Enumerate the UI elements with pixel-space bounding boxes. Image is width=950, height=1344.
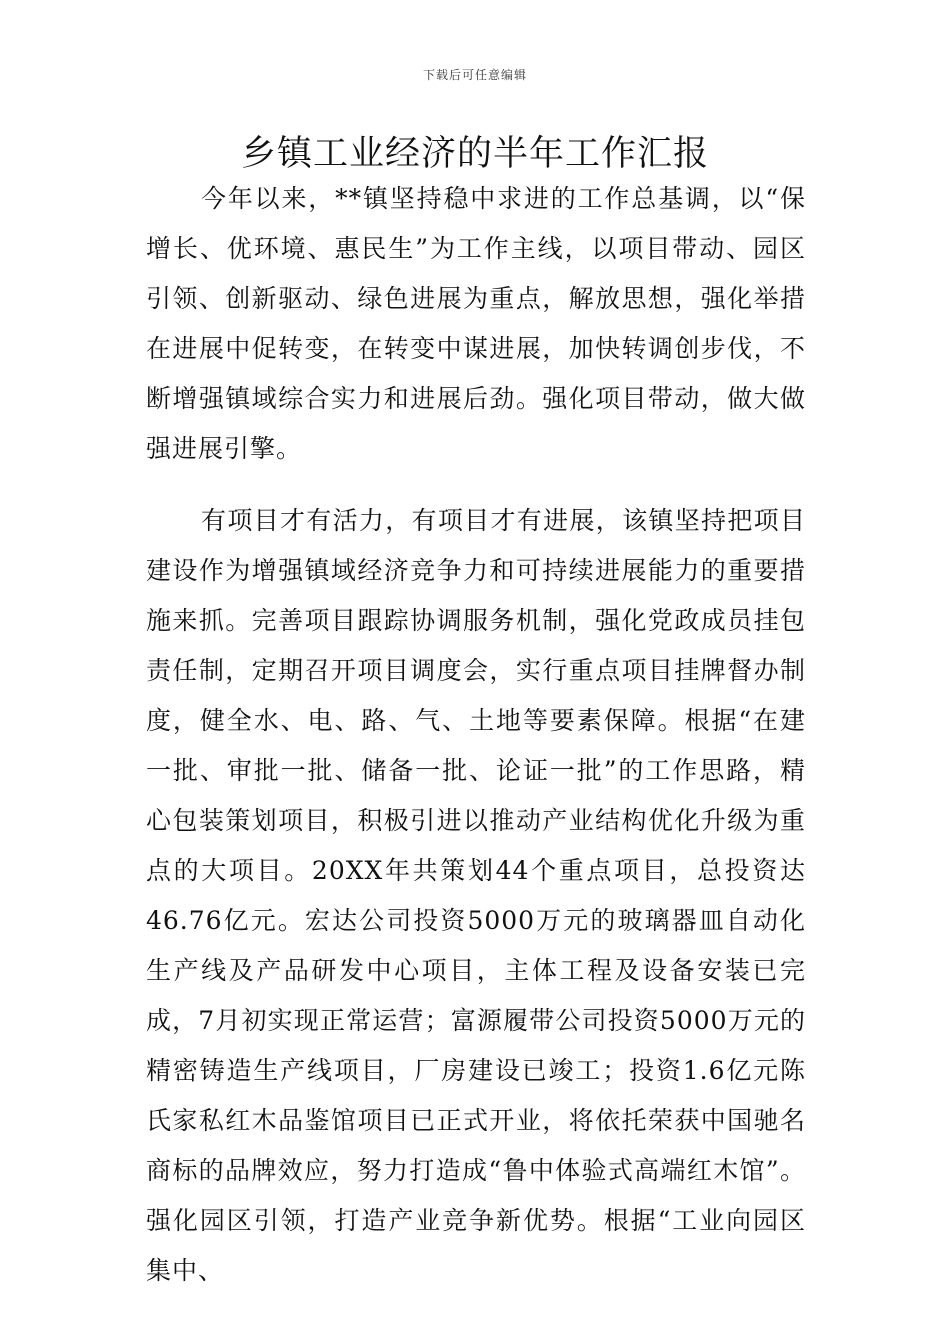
- document-title: 乡镇工业经济的半年工作汇报: [240, 134, 709, 174]
- document-body: [146, 174, 806, 1296]
- paragraph: 今年以来，**镇坚持稳中求进的工作总基调，以“保增长、优环境、惠民生”为工作主线，以项目带动、园区引领、创新驱动、绿色进展为重点，解放思想，强化举措在进展中促转变，在转变中谋进展，加快转调创步伐，不断增强镇域综合实力和进展后劲。强化项目带动，做大做强进展引擎。: [146, 184, 806, 463]
- paragraph: 有项目才有活力，有项目才有进展，该镇坚持把项目建设作为增强镇域经济竞争力和可持续进展能力的重要措施来抓。完善项目跟踪协调服务机制，强化党政成员挂包责任制，定期召开项目调度会，实行重点项目挂牌督办制度，健全水、电、路、气、土地等要素保障。根据“在建一批、审批一批、储备一批、论证一批”的工作思路，精心包装策划项目，积极引进以推动产业结构优化升级为重点的大项目。20XX年共策划44个重点项目，总投资达46.76亿元。宏达公司投资5000万元的玻璃器皿自动化生产线及产品研发中心项目，主体工程及设备安装已完成，7月初实现正常运营；富源履带公司投资5000万元的精密铸造生产线项目，厂房建设已竣工；投资1.6亿元陈氏家私红木品鉴馆项目已正式开业，将依托荣获中国驰名商标的品牌效应，努力打造成“鲁中体验式高端红木馆”。强化园区引领，打造产业竞争新优势。根据“工业向园区集中、: [146, 506, 806, 1285]
- header-note: 下载后可任意编辑: [422, 68, 527, 82]
